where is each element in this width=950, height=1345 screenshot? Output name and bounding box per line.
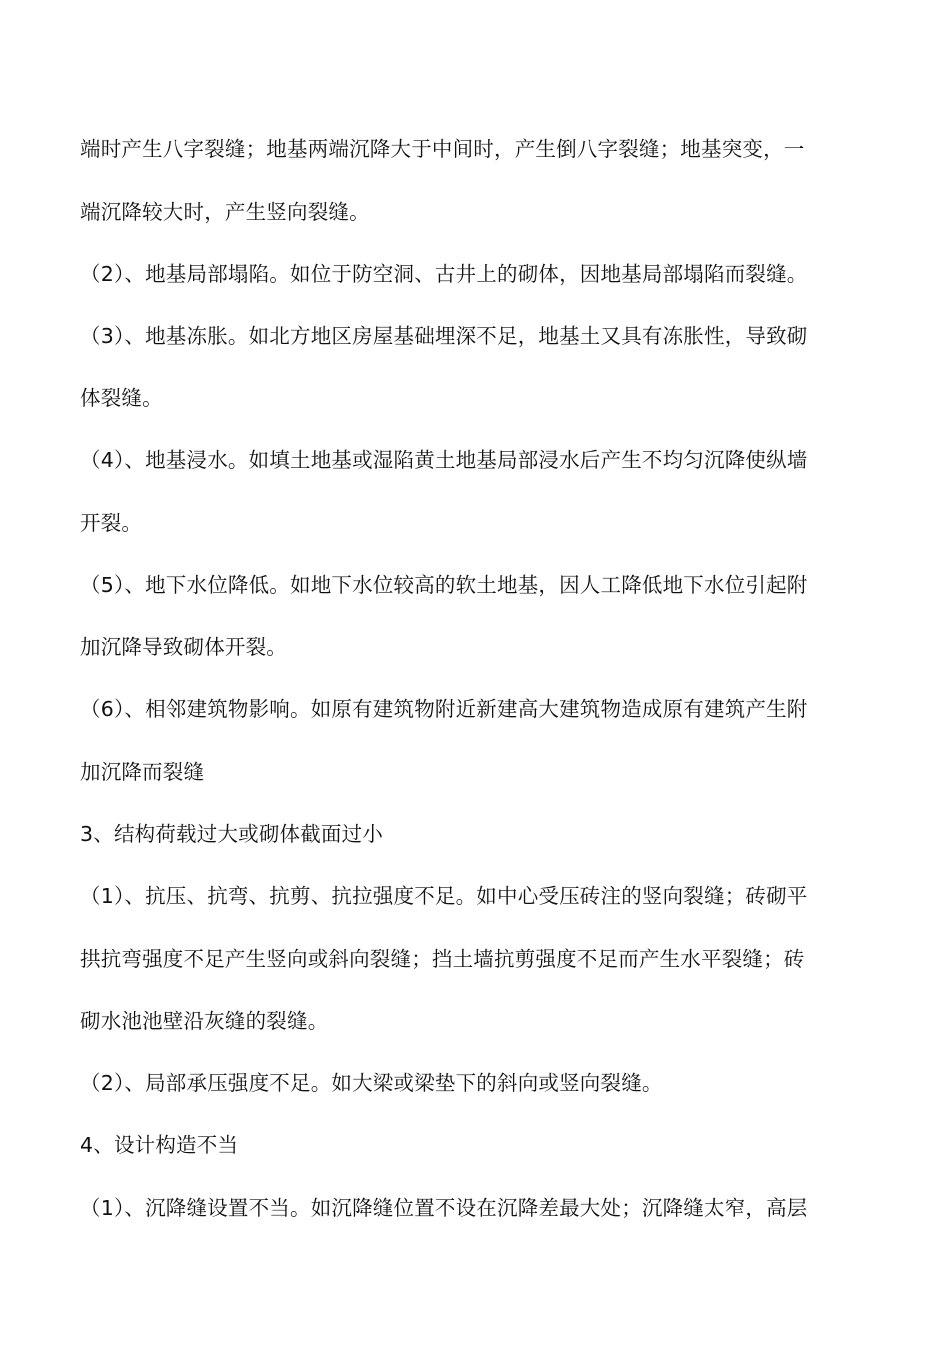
- paragraph-item-2: （2）、局部承压强度不足。如大梁或梁垫下的斜向或竖向裂缝。: [80, 1071, 663, 1095]
- paragraph-item-5: （5）、地下水位降低。如地下水位较高的软土地基，因人工降低地下水位引起附: [80, 573, 808, 597]
- text-line: 加沉降而裂缝: [80, 760, 205, 784]
- paragraph-item-1: （1）、沉降缝设置不当。如沉降缝位置不设在沉降差最大处；沉降缝太窄，高层: [80, 1196, 808, 1220]
- text-line: 加沉降导致砌体开裂。: [80, 635, 287, 659]
- section-heading-3: 3、结构荷载过大或砌体截面过小: [80, 822, 384, 846]
- paragraph-item-4: （4）、地基浸水。如填土地基或湿陷黄土地基局部浸水后产生不均匀沉降使纵墙: [80, 448, 808, 472]
- paragraph-item-2: （2）、地基局部塌陷。如位于防空洞、古井上的砌体，因地基局部塌陷而裂缝。: [80, 262, 808, 286]
- section-heading-4: 4、设计构造不当: [80, 1133, 239, 1157]
- text-line: 开裂。: [80, 511, 143, 535]
- text-line: 砌水池池壁沿灰缝的裂缝。: [80, 1009, 329, 1033]
- paragraph-item-3: （3）、地基冻胀。如北方地区房屋基础埋深不足，地基土又具有冻胀性，导致砌: [80, 324, 808, 348]
- paragraph-item-6: （6）、相邻建筑物影响。如原有建筑物附近新建高大建筑物造成原有建筑产生附: [80, 697, 808, 721]
- text-line: 端时产生八字裂缝；地基两端沉降大于中间时，产生倒八字裂缝；地基突变，一: [80, 137, 805, 161]
- text-line: 端沉降较大时，产生竖向裂缝。: [80, 200, 370, 224]
- paragraph-item-1: （1）、抗压、抗弯、抗剪、抗拉强度不足。如中心受压砖注的竖向裂缝；砖砌平: [80, 884, 808, 908]
- text-line: 拱抗弯强度不足产生竖向或斜向裂缝；挡土墙抗剪强度不足而产生水平裂缝；砖: [80, 947, 805, 971]
- text-line: 体裂缝。: [80, 386, 163, 410]
